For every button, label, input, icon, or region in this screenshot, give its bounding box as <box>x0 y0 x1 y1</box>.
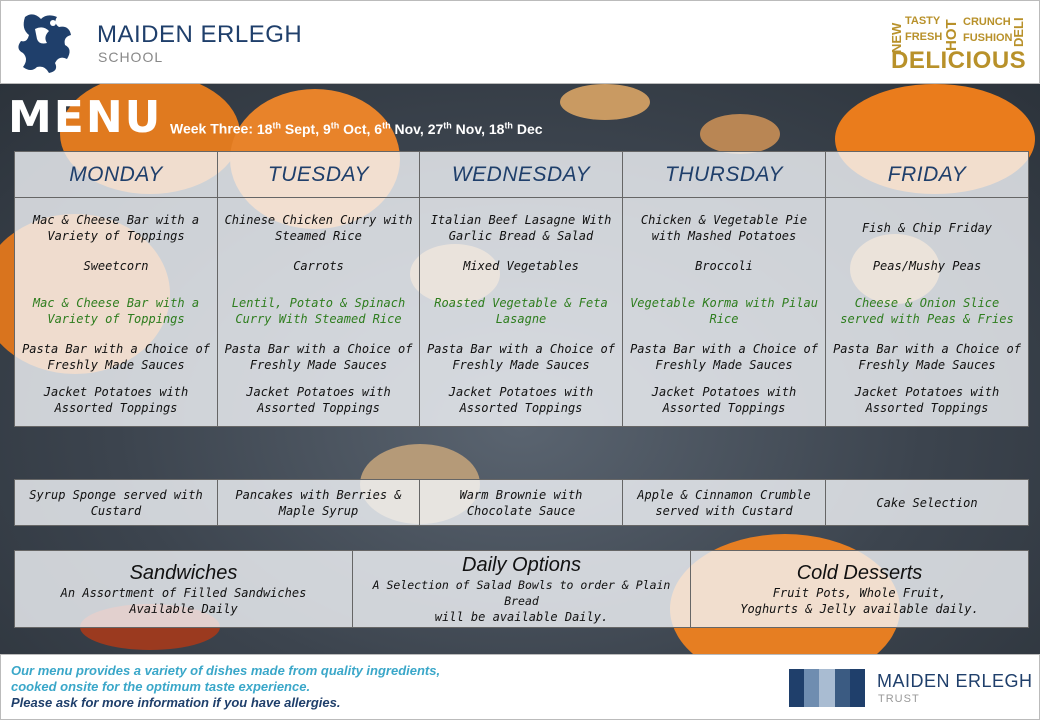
extras-heading: Cold Desserts <box>796 562 923 584</box>
vegetarian-dish: Roasted Vegetable & Feta Lasagne <box>420 288 623 334</box>
tag-deli: DELI <box>1011 17 1026 47</box>
jacket-potato-option: Jacket Potatoes with Assorted Toppings <box>826 380 1029 426</box>
side-dish-row <box>15 244 1029 288</box>
extras-heading: Daily Options <box>462 554 581 576</box>
school-subtitle: SCHOOL <box>98 49 164 65</box>
extras-text: will be available Daily. <box>434 610 609 624</box>
dessert-row <box>15 480 1029 526</box>
daily-extras-table <box>14 550 1029 628</box>
extras-text: Available Daily <box>129 602 238 616</box>
dessert: Cake Selection <box>826 480 1029 526</box>
extras-text: A Selection of Salad Bowls to order & Plain Bread <box>372 578 671 608</box>
week-dates <box>170 120 543 137</box>
school-crest-logo <box>13 9 79 77</box>
cookie-decoration <box>560 84 650 120</box>
footer-line: cooked onsite for the optimum taste experience. <box>11 679 311 694</box>
jacket-potato-option: Jacket Potatoes with Assorted Toppings <box>218 380 420 426</box>
week-date: 18th Sept, <box>256 120 320 137</box>
allergy-notice: Please ask for more information if you have allergies. <box>11 695 341 710</box>
jacket-potato-option: Jacket Potatoes with Assorted Toppings <box>623 380 826 426</box>
trust-logo-bar <box>804 669 819 707</box>
jacket-potato-option: Jacket Potatoes with Assorted Toppings <box>420 380 623 426</box>
tag-new: NEW <box>889 22 904 53</box>
day-header: FRIDAY <box>826 152 1029 198</box>
trust-logo-bar <box>789 669 804 707</box>
header <box>0 0 1040 84</box>
day-header: MONDAY <box>15 152 218 198</box>
pasta-option: Pasta Bar with a Choice of Freshly Made Sauces <box>15 334 218 380</box>
week-date: 9th Oct, <box>322 120 371 137</box>
main-dish-row <box>15 198 1029 245</box>
vegetarian-dish: Vegetable Korma with Pilau Rice <box>623 288 826 334</box>
vegetarian-dish: Mac & Cheese Bar with a Variety of Toppings <box>15 288 218 334</box>
tag-delicious: DELICIOUS <box>891 47 1027 74</box>
extras-text: Fruit Pots, Whole Fruit, <box>772 586 947 600</box>
side-dish: Carrots <box>218 244 420 288</box>
dessert: Apple & Cinnamon Crumble served with Custard <box>623 480 826 526</box>
tag-crunch: CRUNCH <box>963 16 1011 28</box>
extras-text: An Assortment of Filled Sandwiches <box>60 586 307 600</box>
day-header-row <box>15 152 1029 198</box>
main-dish: Mac & Cheese Bar with a Variety of Toppings <box>15 198 218 245</box>
tag-tasty: TASTY <box>905 15 941 27</box>
trust-logo-bar <box>850 669 865 707</box>
pasta-option: Pasta Bar with a Choice of Freshly Made Sauces <box>826 334 1029 380</box>
weekly-menu-table <box>14 151 1029 427</box>
jacket-potato-option: Jacket Potatoes with Assorted Toppings <box>15 380 218 426</box>
jacket-potato-row <box>15 380 1029 426</box>
pasta-row <box>15 334 1029 380</box>
daily-extras-row <box>15 551 1029 628</box>
week-date: 18th Dec <box>488 120 543 137</box>
trust-name: MAIDEN ERLEGH <box>877 671 1033 691</box>
footer <box>0 654 1040 720</box>
tag-hot: HOT <box>943 19 960 51</box>
tag-fresh: FRESH <box>905 31 943 43</box>
day-header: WEDNESDAY <box>420 152 623 198</box>
pasta-option: Pasta Bar with a Choice of Freshly Made Sauces <box>420 334 623 380</box>
side-dish: Sweetcorn <box>15 244 218 288</box>
dessert-table <box>14 479 1029 526</box>
trust-logo-bar <box>819 669 834 707</box>
dessert: Pancakes with Berries & Maple Syrup <box>218 480 420 526</box>
side-dish: Peas/Mushy Peas <box>826 244 1029 288</box>
main-dish: Chinese Chicken Curry with Steamed Rice <box>218 198 420 245</box>
day-header: THURSDAY <box>623 152 826 198</box>
tag-fushion: FUSHION <box>963 32 1013 44</box>
menu-title: MENU <box>8 92 163 143</box>
side-dish: Mixed Vegetables <box>420 244 623 288</box>
vegetarian-dish: Cheese & Onion Slice served with Peas & Fries <box>826 288 1029 334</box>
vegetarian-row <box>15 288 1029 334</box>
footer-line: Our menu provides a variety of dishes made from quality ingredients, <box>11 663 441 678</box>
delicious-tagline-logo <box>889 11 1025 75</box>
pasta-option: Pasta Bar with a Choice of Freshly Made Sauces <box>218 334 420 380</box>
trust-logo-bar <box>835 669 850 707</box>
extras-text: Yoghurts & Jelly available daily. <box>740 602 979 616</box>
trust-logo <box>789 669 865 707</box>
extras-heading: Sandwiches <box>129 562 238 584</box>
main-dish: Fish & Chip Friday <box>826 198 1029 245</box>
vegetarian-dish: Lentil, Potato & Spinach Curry With Steamed Rice <box>218 288 420 334</box>
sandwiches-box <box>15 551 353 628</box>
cookie-decoration <box>700 114 780 154</box>
dessert: Syrup Sponge served with Custard <box>15 480 218 526</box>
school-name: MAIDEN ERLEGH <box>97 21 303 48</box>
week-date: 27th Nov, <box>427 120 485 137</box>
trust-subtitle: TRUST <box>878 693 920 705</box>
week-label: Week Three: <box>170 120 253 137</box>
footer-info <box>11 663 440 711</box>
main-dish: Italian Beef Lasagne With Garlic Bread & Salad <box>420 198 623 245</box>
day-header: TUESDAY <box>218 152 420 198</box>
cold-desserts-box <box>691 551 1029 628</box>
week-date: 6th Nov, <box>374 120 424 137</box>
dessert: Warm Brownie with Chocolate Sauce <box>420 480 623 526</box>
daily-options-box <box>353 551 691 628</box>
main-dish: Chicken & Vegetable Pie with Mashed Potatoes <box>623 198 826 245</box>
side-dish: Broccoli <box>623 244 826 288</box>
pasta-option: Pasta Bar with a Choice of Freshly Made Sauces <box>623 334 826 380</box>
